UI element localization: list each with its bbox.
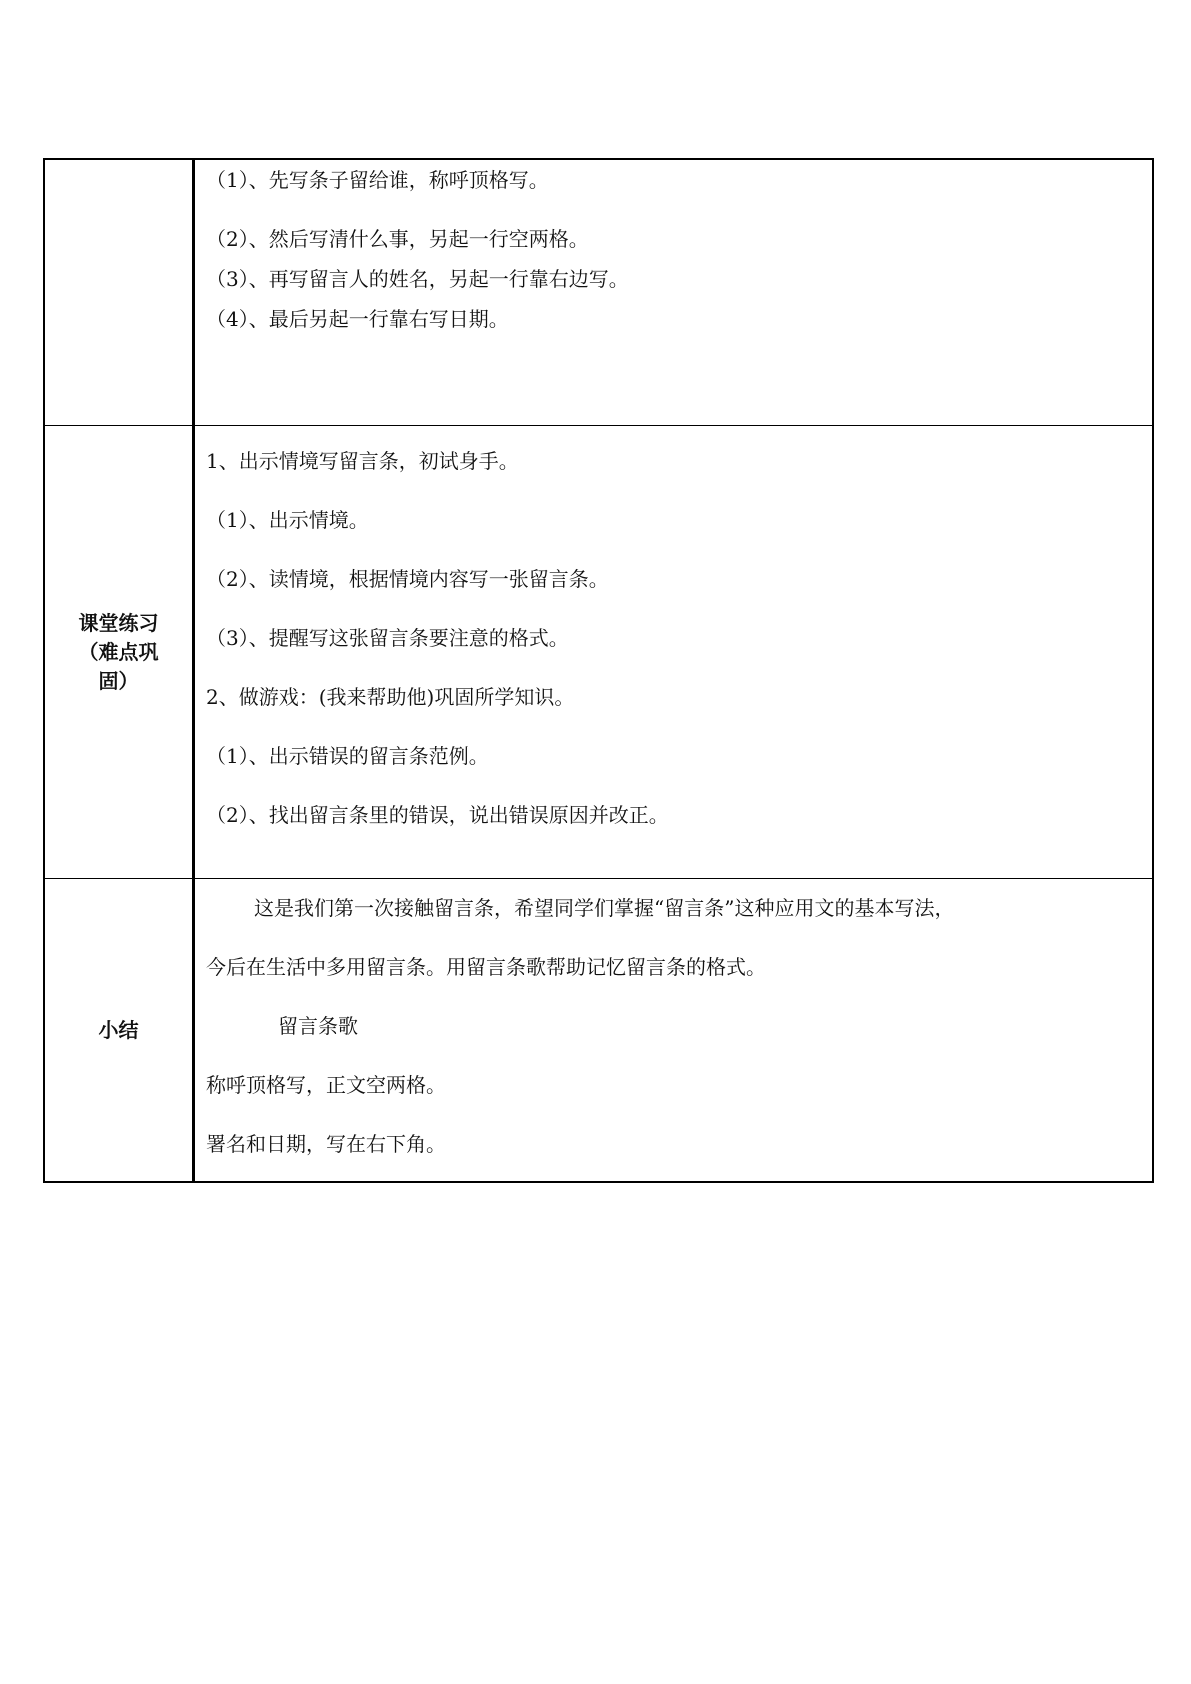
- label-line: 小结: [98, 1017, 139, 1042]
- step-line: （3）、再写留言人的姓名，另起一行靠右边写。: [206, 267, 629, 291]
- practice-line: （2）、找出留言条里的错误，说出错误原因并改正。: [206, 803, 669, 827]
- table-row-practice: [44, 426, 1153, 879]
- label-line: 课堂练习: [78, 610, 159, 635]
- practice-line: （2）、读情境，根据情境内容写一张留言条。: [206, 567, 609, 591]
- practice-line: 2、做游戏：(我来帮助他)巩固所学知识。: [206, 685, 575, 709]
- song-line: 称呼顶格写，正文空两格。: [206, 1073, 446, 1097]
- practice-line: 1、出示情境写留言条，初试身手。: [206, 449, 519, 473]
- practice-line: （3）、提醒写这张留言条要注意的格式。: [206, 626, 569, 650]
- practice-content: [195, 426, 1152, 845]
- row-content-cell: [194, 159, 1154, 426]
- step-line: （4）、最后另起一行靠右写日期。: [206, 307, 509, 331]
- summary-content: [195, 879, 1152, 1174]
- row-label-cell: [44, 159, 194, 426]
- row-label-cell: [44, 426, 194, 879]
- practice-line: （1）、出示情境。: [206, 508, 369, 532]
- song-title: 留言条歌: [278, 1014, 358, 1038]
- label-line: （难点巩: [78, 639, 159, 664]
- song-line: 署名和日期，写在右下角。: [206, 1132, 446, 1156]
- summary-line: 今后在生活中多用留言条。用留言条歌帮助记忆留言条的格式。: [206, 955, 766, 979]
- row-content-cell: [194, 426, 1154, 879]
- row-content-cell: [194, 879, 1154, 1183]
- label-line: 固）: [98, 668, 139, 693]
- table-row-format-steps: [44, 159, 1153, 426]
- row-label-cell: [44, 879, 194, 1183]
- table-row-summary: [44, 879, 1153, 1183]
- step-line: （2）、然后写清什么事，另起一行空两格。: [206, 227, 589, 251]
- practice-label: [45, 426, 192, 878]
- step-line: （1）、先写条子留给谁，称呼顶格写。: [206, 168, 549, 192]
- practice-line: （1）、出示错误的留言条范例。: [206, 744, 489, 768]
- summary-label: [45, 879, 192, 1181]
- summary-line: 这是我们第一次接触留言条，希望同学们掌握“留言条”这种应用文的基本写法，: [254, 896, 955, 920]
- lesson-plan-table: [43, 158, 1154, 1183]
- format-steps-content: [195, 160, 1152, 358]
